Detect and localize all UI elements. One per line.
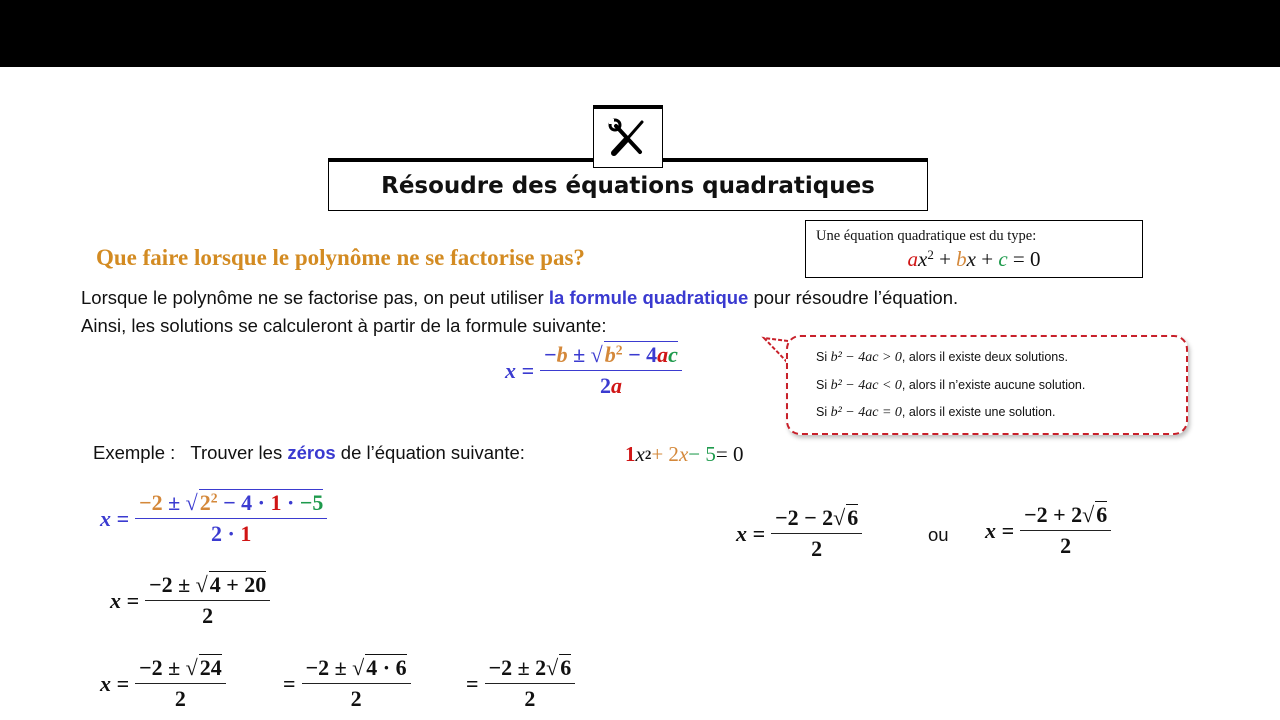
math-term: −2 ± — [139, 655, 186, 680]
text: , alors il existe deux solutions. — [901, 350, 1068, 364]
text: Si — [816, 405, 831, 419]
math-term: − 4 · — [217, 490, 271, 515]
math-term: x = — [985, 517, 1015, 543]
math-term: x — [917, 247, 928, 271]
math-term: 2 — [202, 603, 214, 628]
discriminant-line-1 — [816, 350, 1068, 366]
denominator — [524, 684, 535, 712]
wrench-screwdriver-icon — [606, 116, 650, 160]
math-term: − 4 — [622, 342, 658, 367]
fraction — [485, 655, 576, 712]
text: , alors il existe une solution. — [901, 405, 1056, 419]
square-root — [186, 490, 324, 515]
math-term: −2 + 2 — [1024, 502, 1083, 527]
math-term: −5 — [299, 490, 324, 515]
denominator — [811, 534, 822, 562]
numerator — [135, 490, 327, 519]
fraction — [145, 572, 270, 629]
highlight-zeros: zéros — [287, 442, 336, 463]
radical-sign: √ — [185, 655, 198, 680]
math-term: b — [956, 247, 967, 271]
radicand — [199, 489, 324, 515]
numerator — [1020, 502, 1111, 531]
math-term: a — [610, 373, 622, 398]
formula-lhs — [505, 358, 534, 384]
math-term: c — [668, 342, 678, 367]
or-label: ou — [928, 524, 949, 545]
math-term: x = — [100, 505, 130, 531]
math-term: −2 ± — [149, 572, 196, 597]
math-term: 4 + 20 — [209, 572, 267, 597]
intro-paragraph — [81, 287, 958, 309]
square-root — [186, 655, 222, 680]
formula-lhs — [110, 588, 139, 614]
formula-lhs — [100, 671, 129, 697]
step-3b-formula — [283, 655, 417, 712]
discriminant-line-3 — [816, 405, 1055, 421]
discriminant-line-2 — [816, 378, 1085, 394]
equation-type-box — [805, 220, 1143, 278]
numerator — [302, 655, 411, 684]
math-term: 6 — [560, 655, 572, 680]
text: , alors il n’existe aucune solution. — [901, 378, 1086, 392]
tools-icon-box — [593, 105, 663, 168]
math-term: = 0 — [1007, 247, 1041, 271]
radical-sign: √ — [546, 655, 559, 680]
example-line — [93, 442, 525, 464]
numerator — [135, 655, 226, 684]
square-root — [196, 572, 267, 597]
math-term: b — [556, 342, 568, 367]
math-term: + — [976, 247, 999, 271]
type-box-label: Une équation quadratique est du type: — [816, 228, 1037, 244]
fraction — [302, 655, 411, 712]
formula-lhs — [466, 671, 479, 697]
math-term: = — [466, 670, 479, 696]
math-term: x = — [100, 670, 130, 696]
radicand — [846, 504, 858, 530]
math-term: 1 — [270, 490, 282, 515]
text: Lorsque le polynôme ne se factorise pas, on peut utiliser — [81, 287, 549, 308]
fraction — [135, 655, 226, 712]
page-title: Résoudre des équations quadratiques — [328, 158, 928, 211]
denominator — [175, 684, 186, 712]
numerator — [485, 655, 576, 684]
numerator — [540, 342, 682, 371]
math-term: = — [283, 670, 296, 696]
expr: b² − 4ac = 0 — [830, 405, 902, 420]
math-term: 4 · 6 — [366, 655, 407, 680]
math-term: a — [907, 247, 918, 271]
exponent: 2 — [615, 342, 623, 358]
radicand — [1095, 501, 1107, 527]
math-term: 1 — [240, 521, 252, 546]
square-root — [591, 342, 678, 367]
formula-lhs — [736, 521, 765, 547]
expr: b² − 4ac < 0 — [830, 378, 902, 393]
formula-lhs — [283, 671, 296, 697]
radical-sign: √ — [352, 655, 365, 680]
square-root — [833, 505, 858, 530]
text: Trouver les — [190, 442, 288, 463]
numerator — [145, 572, 270, 601]
math-term: 2 — [811, 536, 823, 561]
example-label: Exemple : — [93, 442, 176, 463]
math-term: 24 — [199, 655, 222, 680]
numerator — [771, 505, 862, 534]
highlight-quadratic-formula: la formule quadratique — [548, 287, 749, 308]
standard-form-equation — [806, 247, 1142, 272]
text: Si — [816, 378, 831, 392]
example-equation: 1 x 2 + 2 x − 5 = 0 — [625, 442, 744, 466]
math-term: + 2 — [651, 442, 679, 466]
step-2-formula — [110, 572, 276, 629]
discriminant-callout — [786, 335, 1188, 435]
math-term: c — [998, 247, 1008, 271]
square-root — [352, 655, 406, 680]
math-term: + — [933, 247, 957, 271]
top-black-bar — [0, 0, 1280, 67]
math-term: −2 − 2 — [775, 505, 834, 530]
math-term: x — [678, 442, 689, 466]
math-term: 2 — [524, 686, 536, 711]
math-term: − — [544, 342, 557, 367]
text: Si — [816, 350, 831, 364]
formula-lhs — [985, 518, 1014, 544]
math-term: ± — [567, 342, 591, 367]
step-3a-formula — [100, 655, 232, 712]
exponent: 2 — [927, 246, 934, 262]
radicand — [199, 654, 222, 680]
math-term: −2 ± 2 — [488, 655, 547, 680]
math-term: −2 ± — [305, 655, 353, 680]
quadratic-formula — [505, 342, 688, 399]
math-term: 6 — [847, 505, 859, 530]
math-term: −2 — [139, 490, 163, 515]
expr: b² − 4ac > 0 — [830, 350, 902, 365]
intro-paragraph-2: Ainsi, les solutions se calculeront à partir de la formule suivante: — [81, 315, 607, 336]
math-term: − 5 — [688, 442, 716, 466]
radical-sign: √ — [590, 342, 603, 367]
text: de l’équation suivante: — [335, 442, 525, 463]
radical-sign: √ — [1082, 502, 1095, 527]
text: pour résoudre l’équation. — [748, 287, 959, 308]
math-term: = 0 — [715, 442, 744, 466]
radicand — [559, 654, 571, 680]
math-term: b — [604, 342, 616, 367]
radicand — [209, 571, 267, 597]
step-1-formula — [100, 490, 333, 547]
denominator — [202, 601, 213, 629]
formula-lhs — [100, 506, 129, 532]
math-term: 1 — [625, 442, 636, 466]
radical-sign: √ — [195, 572, 208, 597]
radicand — [365, 654, 406, 680]
math-term: 2 · — [211, 521, 241, 546]
math-term: x = — [736, 520, 766, 546]
math-term: 2 — [199, 490, 211, 515]
radical-sign: √ — [833, 505, 846, 530]
math-term: 2 — [599, 373, 611, 398]
math-term: x = — [505, 357, 535, 383]
math-term: x — [966, 247, 976, 271]
denominator — [211, 519, 251, 547]
square-root — [1082, 502, 1107, 527]
denominator — [351, 684, 362, 712]
section-heading: Que faire lorsque le polynôme ne se factorise pas? — [96, 245, 585, 270]
math-term: 2 — [174, 686, 186, 711]
denominator — [600, 371, 622, 399]
math-term: 2 — [350, 686, 362, 711]
math-term: a — [657, 342, 669, 367]
fraction — [540, 342, 682, 399]
math-term: ± — [162, 490, 186, 515]
solution-1 — [736, 505, 868, 562]
math-term: x = — [110, 587, 140, 613]
radical-sign: √ — [185, 490, 198, 515]
radicand — [604, 341, 678, 367]
solution-2 — [985, 502, 1117, 559]
square-root — [546, 655, 571, 680]
fraction — [1020, 502, 1111, 559]
fraction — [135, 490, 327, 547]
math-term: 2 — [1060, 533, 1072, 558]
math-term: · — [281, 490, 300, 515]
exponent: 2 — [210, 490, 218, 506]
denominator — [1060, 531, 1071, 559]
step-3c-formula — [466, 655, 581, 712]
math-term: x — [635, 442, 645, 466]
math-term: 6 — [1096, 502, 1108, 527]
fraction — [771, 505, 862, 562]
